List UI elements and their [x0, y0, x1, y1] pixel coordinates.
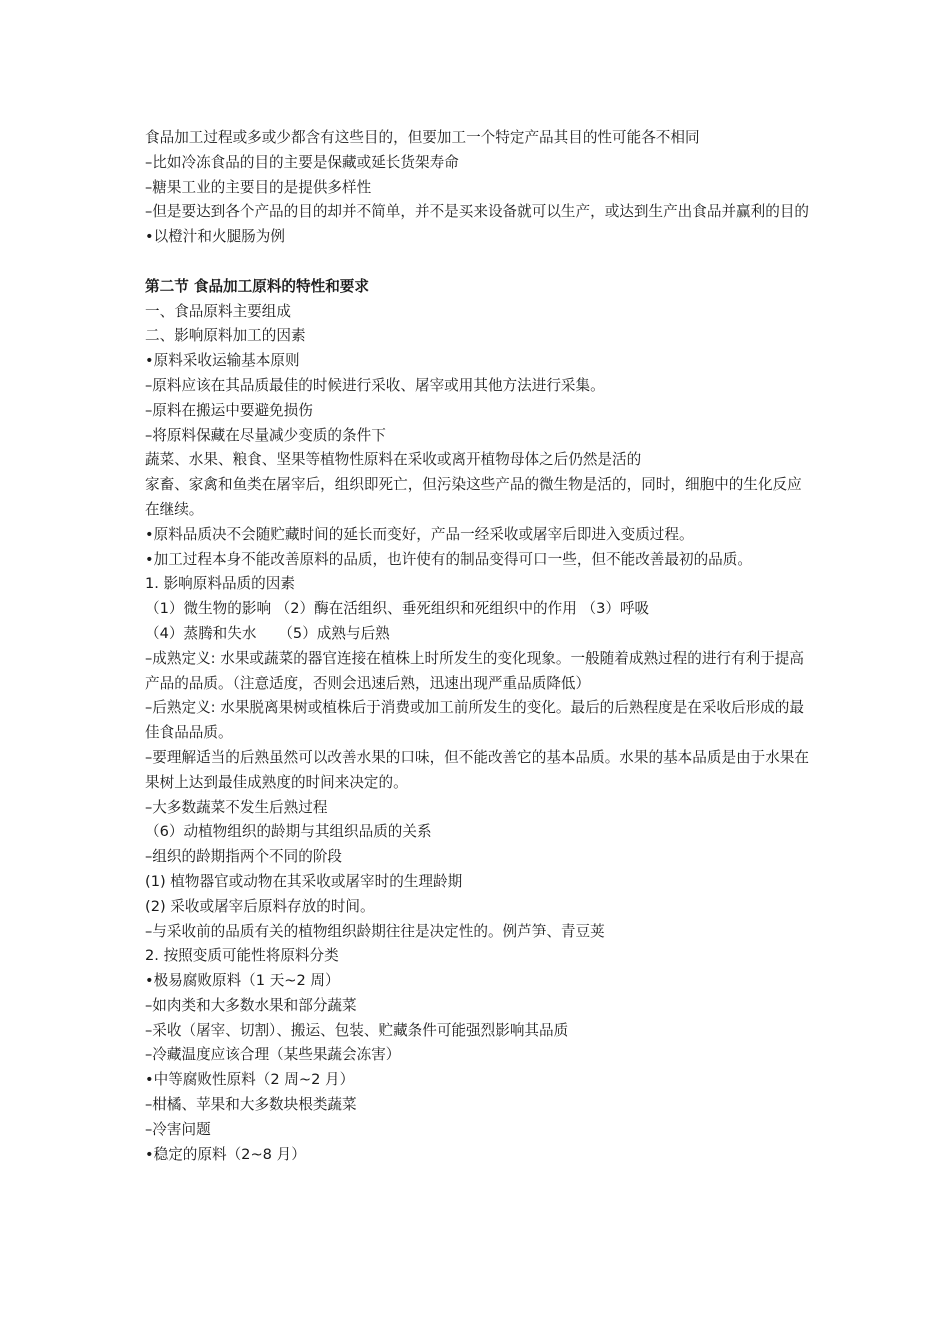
body-line: –冷害问题 [145, 1120, 211, 1138]
body-line: –冷藏温度应该合理（某些果蔬会冻害） [145, 1046, 401, 1064]
body-line: (2) 采收或屠宰后原料存放的时间。 [145, 897, 375, 915]
body-line: •原料品质决不会随贮藏时间的延长而变好，产品一经采收或屠宰后即进入变质过程。 [145, 525, 694, 543]
body-line: –成熟定义: 水果或蔬菜的器官连接在植株上时所发生的变化现象。一般随着成熟过程的进行有利于提高产品的品质。（注意适度，否则会迅速后熟，迅速出现严重品质降低） [145, 649, 804, 692]
intro-line-5: •以橙汁和火腿肠为例 [145, 228, 285, 246]
body-line: 家畜、家禽和鱼类在屠宰后，组织即死亡，但污染这些产品的微生物是活的，同时，细胞中的生化反应在继续。 [145, 476, 802, 518]
body-line: –与采收前的品质有关的植物组织龄期往往是决定性的。例芦笋、青豆荚 [145, 922, 605, 940]
body-line: •稳定的原料（2~8 月） [145, 1145, 306, 1163]
body-line: –大多数蔬菜不发生后熟过程 [145, 798, 328, 816]
body-line: –将原料保藏在尽量减少变质的条件下 [145, 426, 386, 444]
body-line: (1) 植物器官或动物在其采收或屠宰时的生理龄期 [145, 872, 463, 890]
body-line: 蔬菜、水果、粮食、坚果等植物性原料在采收或离开植物母体之后仍然是活的 [145, 451, 642, 469]
body-line: •原料采收运输基本原则 [145, 352, 300, 370]
body-line: 2. 按照变质可能性将原料分类 [145, 947, 339, 965]
body-line: （6）动植物组织的龄期与其组织品质的关系 [145, 823, 432, 841]
body-line: –原料在搬运中要避免损伤 [145, 401, 313, 419]
body-line: （1）微生物的影响 （2）酶在活组织、垂死组织和死组织中的作用 （3）呼吸 [145, 600, 650, 618]
paragraph-gap [145, 250, 810, 275]
body-line: •极易腐败原料（1 天~2 周） [145, 972, 340, 990]
body-line: –后熟定义: 水果脱离果树或植株后于消费或加工前所发生的变化。最后的后熟程度是在采收后形成的最佳食品品质。 [145, 699, 804, 742]
body-line: •中等腐败性原料（2 周~2 月） [145, 1071, 355, 1089]
intro-line-4: –但是要达到各个产品的目的却并不简单，并不是买来设备就可以生产，或达到生产出食品并赢利的目的 [145, 203, 810, 221]
document-page [145, 126, 810, 1167]
body-line: –要理解适当的后熟虽然可以改善水果的口味，但不能改善它的基本品质。水果的基本品质是由于水果在果树上达到最佳成熟度的时间来决定的。 [145, 748, 810, 791]
intro-line-3: –糖果工业的主要目的是提供多样性 [145, 178, 372, 196]
intro-line-1: 食品加工过程或多或少都含有这些目的，但要加工一个特定产品其目的性可能各不相同 [145, 129, 700, 146]
body-line: –如肉类和大多数水果和部分蔬菜 [145, 996, 357, 1014]
body-line: –原料应该在其品质最佳的时候进行采收、屠宰或用其他方法进行采集。 [145, 376, 605, 394]
body-line: 二、影响原料加工的因素 [145, 327, 306, 345]
body-line: 1. 影响原料品质的因素 [145, 575, 295, 593]
intro-line-2: –比如冷冻食品的目的主要是保藏或延长货架寿命 [145, 153, 459, 171]
body-line: 一、食品原料主要组成 [145, 302, 291, 320]
body-line: –采收（屠宰、切割）、搬运、包装、贮藏条件可能强烈影响其品质 [145, 1021, 569, 1039]
body-line: –柑橘、苹果和大多数块根类蔬菜 [145, 1096, 357, 1114]
body-line: （4）蒸腾和失水 （5）成熟与后熟 [145, 624, 390, 642]
body-line: •加工过程本身不能改善原料的品质，也许使有的制品变得可口一些，但不能改善最初的品质。 [145, 550, 752, 568]
section-title: 第二节 食品加工原料的特性和要求 [145, 277, 369, 295]
body-line: –组织的龄期指两个不同的阶段 [145, 848, 343, 866]
